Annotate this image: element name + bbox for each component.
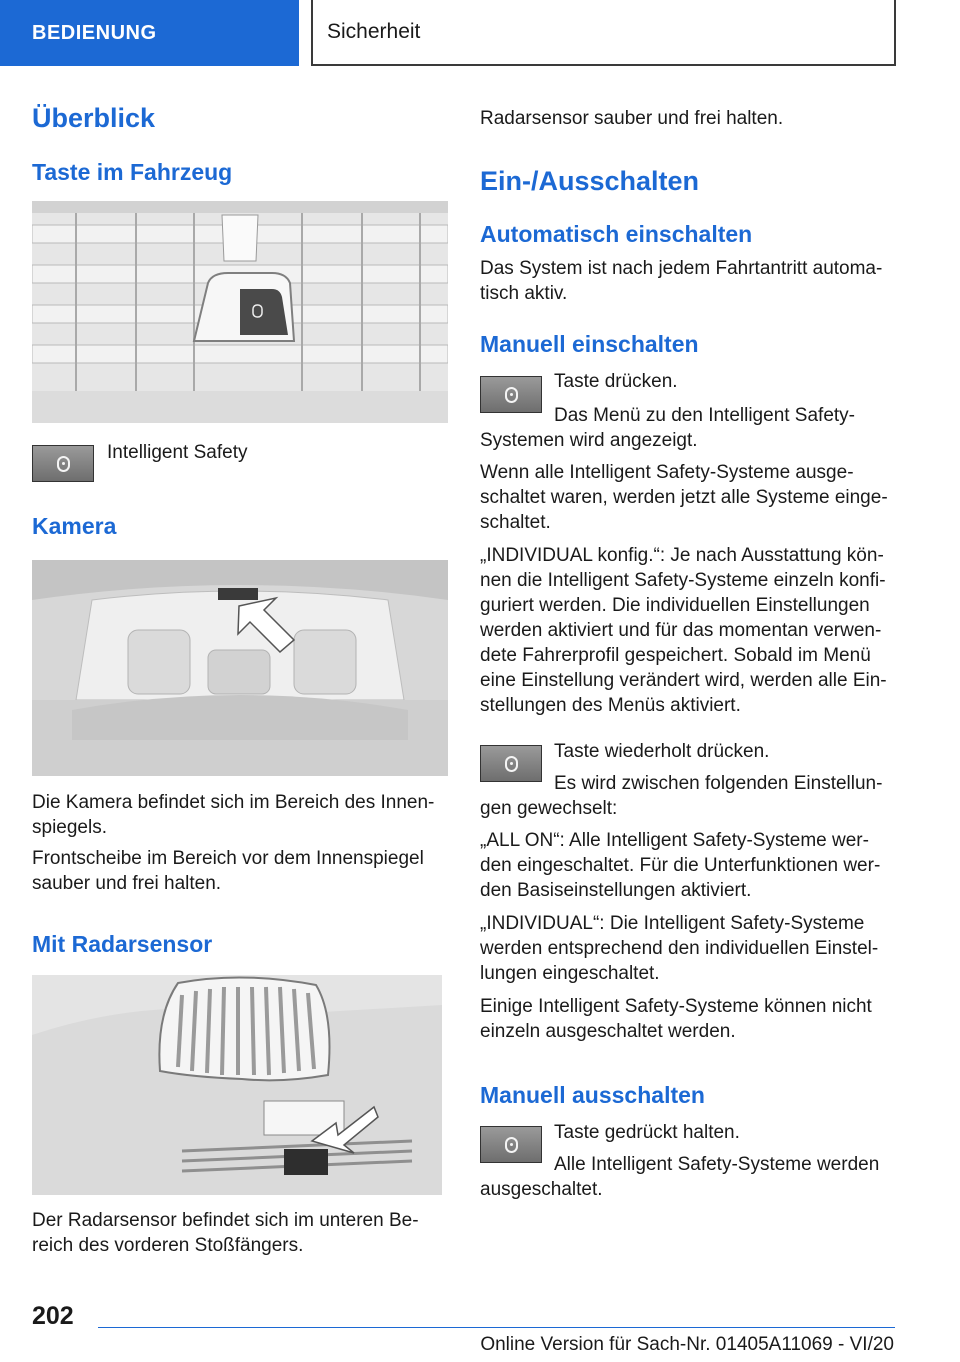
camera-paragraph-1: Die Kamera befindet sich im Bereich des Innenspiegels.: [32, 792, 435, 838]
manual-on-paragraph-4: „INDIVIDUAL“: Die Intelligent Safety-Systeme werden entsprechend den individuellen Einstellungen eingeschaltet.: [480, 913, 879, 984]
manual-on-step-2-result: Es wird zwischen folgenden Einstellungen gewechselt:: [480, 773, 883, 819]
camera-paragraph-2: Frontscheibe im Bereich vor dem Innenspiegel sauber und frei halten.: [32, 848, 424, 894]
footer-divider: [98, 1327, 895, 1328]
heading-manual-off: Manuell ausschalten: [480, 1082, 705, 1108]
figure-button-in-vehicle: [32, 201, 448, 423]
manual-on-paragraph-1: Wenn alle Intelligent Safety-Systeme ausgeschaltet waren, werden jetzt alle Systeme eingeschaltet.: [480, 462, 888, 533]
heading-camera: Kamera: [32, 513, 117, 539]
chapter-title-text: Sicherheit: [327, 20, 421, 43]
manual-on-step-1: Taste drücken.: [554, 371, 678, 392]
footer-online-version: Online Version für Sach-Nr. 01405A11069 - VI/20: [480, 1334, 894, 1355]
page-number: 202: [32, 1302, 74, 1330]
manual-off-step: Taste gedrückt halten.: [554, 1122, 740, 1143]
figure-radar: [32, 975, 442, 1195]
manual-on-paragraph-2: „INDIVIDUAL konfig.“: Je nach Ausstattung können die Intelligent Safety-Systeme einzeln konfiguriert werden. Die individuellen Einstellungen werden aktiviert und für das momentan verwendete Fahrerprofil gespeichert. Sobald im Menü eine Einstellung verändert wird, werden alle Einstellungen des Menüs aktiviert.: [480, 545, 887, 716]
heading-on-off: Ein-/Ausschalten: [480, 166, 700, 196]
manual-on-step-1-result: Das Menü zu den Intelligent Safety-Systemen wird angezeigt.: [480, 405, 856, 451]
manual-off-result: Alle Intelligent Safety-Systeme werden ausgeschaltet.: [480, 1154, 880, 1200]
heading-overview: Überblick: [32, 103, 156, 133]
heading-button-in-vehicle: Taste im Fahrzeug: [32, 159, 233, 185]
heading-manual-on: Manuell einschalten: [480, 331, 699, 357]
figure-camera: [32, 560, 448, 776]
manual-on-step-2: Taste wiederholt drücken.: [554, 741, 770, 762]
heading-auto-on: Automatisch einschalten: [480, 221, 753, 247]
section-tab[interactable]: BEDIENUNG: [0, 0, 299, 66]
heading-radar: Mit Radarsensor: [32, 931, 213, 957]
radar-paragraph-1: Der Radarsensor befindet sich im unteren Bereich des vorderen Stoßfängers.: [32, 1210, 419, 1256]
button-caption: Intelligent Safety: [107, 442, 248, 463]
radar-paragraph-2: Radarsensor sauber und frei halten.: [480, 108, 784, 129]
manual-on-paragraph-3: „ALL ON“: Alle Intelligent Safety-Systeme werden eingeschaltet. Für die Unterfunktionen werden Basiseinstellungen aktiviert.: [480, 830, 881, 901]
chapter-title: [311, 0, 896, 66]
intelligent-safety-button-icon: [32, 445, 94, 482]
manual-on-paragraph-5: Einige Intelligent Safety-Systeme können nicht einzeln ausgeschaltet werden.: [480, 996, 872, 1042]
auto-on-paragraph: Das System ist nach jedem Fahrtantritt automatisch aktiv.: [480, 258, 883, 304]
